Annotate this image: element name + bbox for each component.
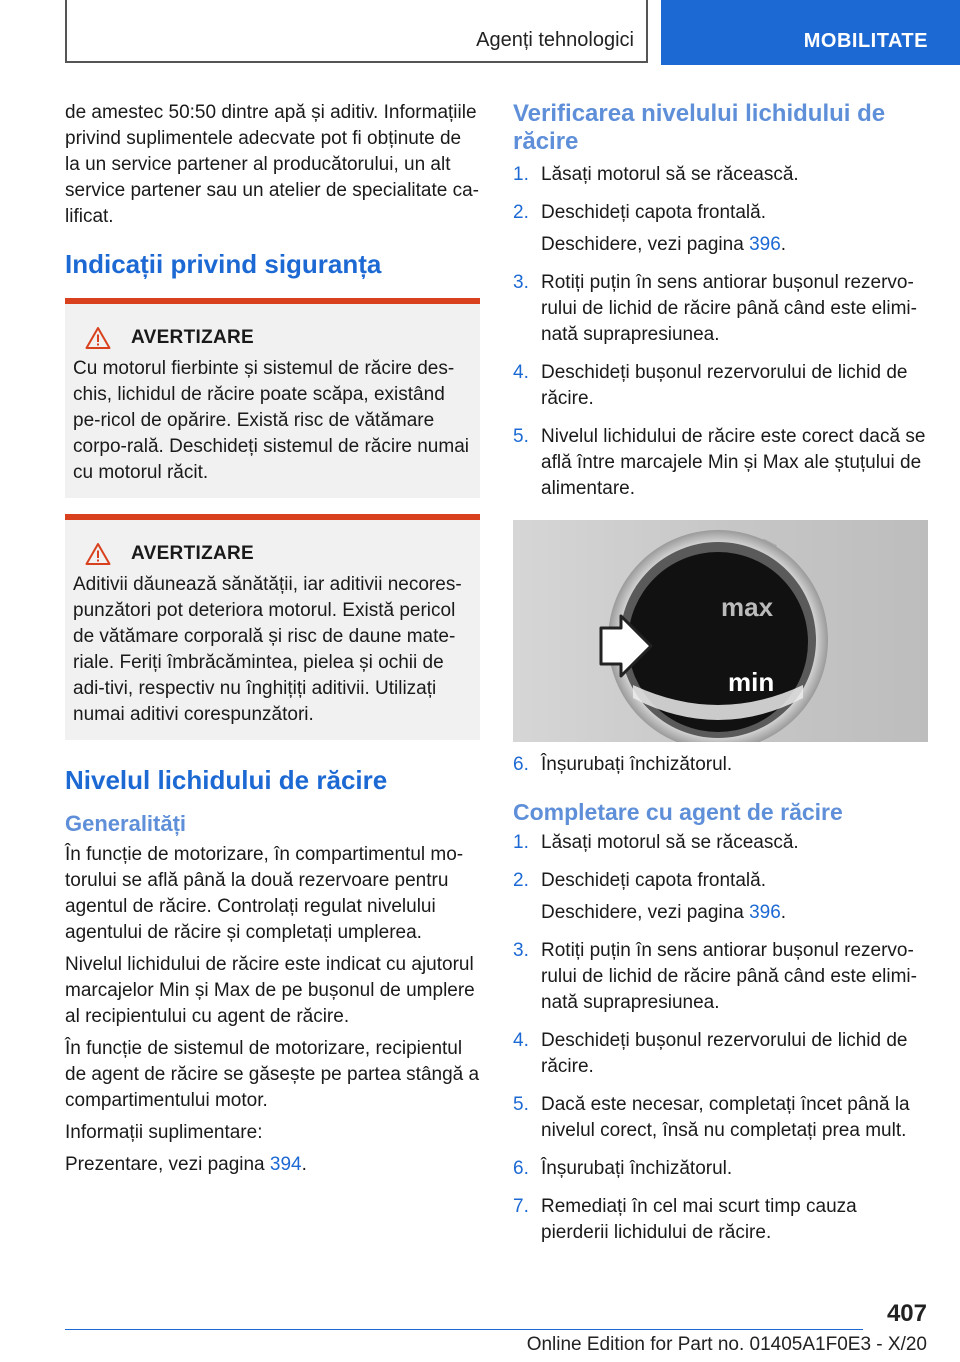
step-text: Înșurubați închizătorul. <box>541 754 733 775</box>
list-item <box>513 424 928 508</box>
list-item <box>513 1194 928 1252</box>
header-section-title: Agenți tehnologici <box>476 29 634 51</box>
step-number: 4. <box>513 1030 529 1051</box>
footer-divider <box>65 1329 863 1330</box>
list-item <box>513 1028 928 1086</box>
safety-heading: Indicații privind siguranța <box>65 249 382 279</box>
header-section-tab <box>65 0 648 63</box>
body-paragraph: Informații suplimentare: <box>65 1122 263 1143</box>
step-number: 6. <box>513 754 529 775</box>
warning-box <box>65 298 480 498</box>
step-number: 5. <box>513 426 529 447</box>
coolant-cap-illustration <box>513 520 928 742</box>
warning-box <box>65 514 480 740</box>
step-text: Dacă este necesar, completați încet până la nivelul corect, însă nu completați prea mult. <box>541 1094 910 1141</box>
step-text: Lăsați motorul să se răcească. <box>541 164 799 185</box>
check-steps-list <box>513 162 928 508</box>
step-number: 6. <box>513 1158 529 1179</box>
step-number: 3. <box>513 272 529 293</box>
list-item <box>513 938 928 1022</box>
page-number: 407 <box>886 1300 927 1327</box>
step-text: Rotiți puțin în sens antiorar bușonul rezervo-rului de lichid de răcire până când este elimi-nată suprapresiunea. <box>541 272 917 345</box>
step-text: Înșurubați închizătorul. <box>541 1158 733 1179</box>
step-number: 1. <box>513 164 529 185</box>
body-paragraph: În funcție de motorizare, în compartimentul mo-torului se află până la două rezervoare pentru agentul de răcire. Controlați regulat nivelului agentului de răcire și completați umplerea. <box>65 844 464 943</box>
list-item <box>513 162 928 194</box>
warning-triangle-icon <box>85 326 111 350</box>
list-item <box>513 360 928 418</box>
check-steps-list-continued <box>513 752 928 784</box>
step-text: Remediați în cel mai scurt timp cauza pierderii lichidului de răcire. <box>541 1196 857 1243</box>
footer-edition: Online Edition for Part no. 01405A1F0E3 - X/20 <box>526 1334 927 1355</box>
step-reference: Deschidere, vezi pagina 396. <box>541 234 787 255</box>
step-number: 5. <box>513 1094 529 1115</box>
warning-title: AVERTIZARE <box>131 543 254 564</box>
list-item <box>513 270 928 354</box>
warning-text: Cu motorul fierbinte și sistemul de răcire des-chis, lichidul de răcire poate scăpa, existând pe-ricol de opărire. Există risc de vătămare corpo-rală. Deschideți sistemul de răcire numai cu motorul răcit. <box>73 358 469 483</box>
step-text: Nivelul lichidului de răcire este corect dacă se află între marcajele Min și Max ale ștuțului de alimentare. <box>541 426 926 499</box>
warning-text: Aditivii dăunează sănătății, iar aditivii necores-punzători pot deteriora motorul. Există pericol de vătămare corporală și risc de daune mate-riale. Feriți îmbrăcămintea, pielea și ochii de adi-tivi, respectiv nu înghițiți aditivii. Utilizați numai aditivi corespunzători. <box>73 574 462 725</box>
list-item <box>513 1092 928 1150</box>
step-text: Rotiți puțin în sens antiorar bușonul rezervo-rului de lichid de răcire până când este elimi-nată suprapresiunea. <box>541 940 917 1013</box>
step-text: Deschideți capota frontală. <box>541 870 766 891</box>
overview-reference: Prezentare, vezi pagina 394. <box>65 1154 307 1175</box>
right-column <box>513 100 928 1262</box>
body-paragraph: Nivelul lichidului de răcire este indicat cu ajutorul marcajelor Min și Max de pe bușonul de umplere al recipientului cu agent de răcire. <box>65 954 475 1027</box>
step-number: 1. <box>513 832 529 853</box>
coolant-level-heading: Nivelul lichidului de răcire <box>65 765 388 795</box>
intro-paragraph: de amestec 50:50 dintre apă și aditiv. Informațiile privind suplimentele adecvate pot fi obținute de la un service partener al producătorului, un alt service partener sau un atelier de specialitate ca-lificat. <box>65 102 480 227</box>
list-item <box>513 1156 928 1188</box>
step-text: Deschideți bușonul rezervorului de lichid de răcire. <box>541 1030 908 1077</box>
min-label: min <box>728 667 775 697</box>
max-label: max <box>721 592 774 622</box>
coolant-cap-drawing <box>513 520 928 742</box>
step-number: 7. <box>513 1196 529 1217</box>
page-link-396[interactable]: 396 <box>749 234 781 255</box>
step-number: 2. <box>513 870 529 891</box>
page-link-394[interactable]: 394 <box>269 1154 302 1175</box>
check-level-heading: Verificarea nivelului lichidului de răcire <box>513 100 886 155</box>
step-text: Deschideți capota frontală. <box>541 202 766 223</box>
list-item <box>513 200 928 264</box>
body-paragraph: În funcție de sistemul de motorizare, recipientul de agent de răcire se găsește pe partea stângă a compartimentului motor. <box>65 1038 480 1111</box>
step-text: Deschideți bușonul rezervorului de lichid de răcire. <box>541 362 908 409</box>
step-number: 3. <box>513 940 529 961</box>
list-item <box>513 830 928 862</box>
page-link-396[interactable]: 396 <box>749 902 781 923</box>
list-item <box>513 868 928 932</box>
step-reference: Deschidere, vezi pagina 396. <box>541 902 787 923</box>
list-item <box>513 752 928 784</box>
warning-title: AVERTIZARE <box>131 327 254 348</box>
left-column <box>65 100 480 1184</box>
step-number: 2. <box>513 202 529 223</box>
header-chapter-tab <box>661 0 960 65</box>
refill-steps-list <box>513 830 928 1252</box>
refill-heading: Completare cu agent de răcire <box>513 799 843 825</box>
header-chapter-title: MOBILITATE <box>803 30 928 52</box>
step-text: Lăsați motorul să se răcească. <box>541 832 799 853</box>
general-heading: Generalități <box>65 811 187 836</box>
warning-triangle-icon <box>85 542 111 566</box>
step-number: 4. <box>513 362 529 383</box>
